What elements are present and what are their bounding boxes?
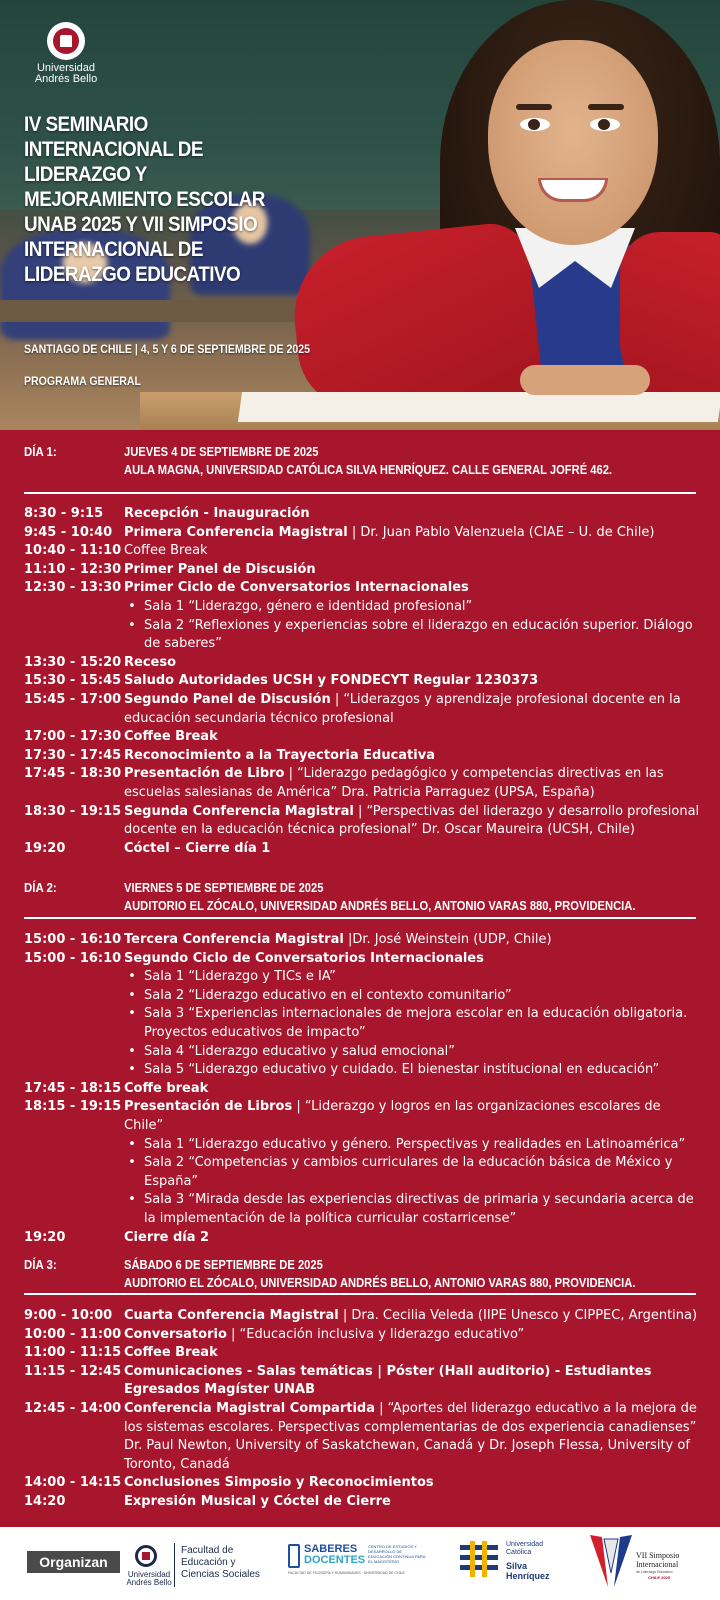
hero-banner (0, 0, 720, 430)
schedule-description (124, 1363, 700, 1400)
schedule-row (24, 1493, 700, 1512)
bullet-icon: • (128, 1006, 136, 1022)
session-title: Primera Conferencia Magistral (124, 524, 348, 540)
session-title: Primer Ciclo de Conversatorios Internacionales (124, 580, 469, 596)
schedule-row (24, 542, 700, 561)
event-location-dates: SANTIAGO DE CHILE | 4, 5 Y 6 DE SEPTIEMBRE DE 2025 (24, 342, 311, 356)
ucsh-shield-icon (460, 1541, 500, 1579)
schedule-description (124, 691, 700, 728)
day-date: JUEVES 4 DE SEPTIEMBRE DE 2025 (124, 444, 319, 459)
divider (24, 492, 696, 494)
schedule-subitem (24, 1061, 700, 1080)
bullet-icon: • (128, 617, 136, 633)
subitem-text: Sala 1 “Liderazgo educativo y género. Perspectivas y realidades en Latinoamérica” (144, 1136, 686, 1152)
schedule-row (24, 747, 700, 766)
day-header (24, 1256, 696, 1302)
schedule-row (24, 505, 700, 524)
desk (0, 300, 330, 322)
session-detail: |Dr. José Weinstein (UDP, Chile) (343, 932, 552, 947)
schedule-description (124, 654, 700, 673)
subitem-text: Sala 3 “Mirada desde las experiencias directivas de primaria y secundaria acerca de la implementación de la política curricular costarricense” (144, 1192, 694, 1226)
eye (520, 118, 550, 131)
subitem-text: Sala 2 “Reflexiones y experiencias sobre el liderazgo en educación superior. Diálogo de saberes” (144, 617, 693, 652)
session-title: Cuarta Conferencia Magistral (124, 1308, 339, 1323)
day-label: DÍA 1: (24, 444, 57, 459)
notebook (238, 392, 720, 422)
schedule-row (24, 728, 700, 747)
schedule-time: 17:45 - 18:15 (24, 1080, 122, 1096)
day-venue: AUDITORIO EL ZÓCALO, UNIVERSIDAD ANDRÉS BELLO, ANTONIO VARAS 880, PROVIDENCIA. (124, 898, 636, 913)
eyebrow (588, 104, 624, 110)
schedule-time: 17:00 - 17:30 (24, 729, 122, 745)
subitem-text: Sala 1 “Liderazgo, género e identidad profesional” (144, 598, 473, 614)
schedule-time: 19:20 (24, 1229, 66, 1245)
schedule-row (24, 1400, 700, 1474)
unab-logo-text: Universidad Andrés Bello (34, 62, 98, 85)
schedule-subitem (24, 987, 700, 1006)
schedule-time: 19:20 (24, 840, 66, 856)
day-label: DÍA 2: (24, 880, 57, 895)
bullet-icon: • (128, 1136, 136, 1152)
simposio-line2: de Liderazgo Educativo (636, 1570, 673, 1574)
schedule-description (124, 931, 700, 950)
schedule-description (124, 1229, 700, 1248)
session-title: Segunda Conferencia Magistral (124, 803, 354, 819)
bullet-icon: • (128, 1062, 136, 1078)
schedule-description (124, 1098, 700, 1135)
schedule-description (124, 747, 700, 766)
organize-label: Organizan (27, 1551, 120, 1573)
schedule-row (24, 1363, 700, 1400)
schedule-row (24, 950, 700, 969)
schedule-description (124, 950, 700, 969)
schedule-row (24, 1344, 700, 1363)
schedule-time: 11:00 - 11:15 (24, 1345, 122, 1361)
girl-face (488, 40, 658, 245)
session-title: Primer Panel de Discusión (124, 561, 316, 577)
subitem-text: Sala 2 “Competencias y cambios curriculares de la educación básica de México y España” (144, 1155, 673, 1189)
schedule-time: 11:10 - 12:30 (24, 561, 122, 577)
simposio-line1: VII Simposio Internacional (636, 1551, 680, 1569)
schedule-time: 13:30 - 15:20 (24, 654, 122, 670)
day-venue: AULA MAGNA, UNIVERSIDAD CATÓLICA SILVA HENRÍQUEZ. CALLE GENERAL JOFRÉ 462. (124, 462, 613, 477)
session-title: Cóctel – Cierre día 1 (124, 840, 271, 856)
schedule-row (24, 1326, 700, 1345)
bullet-icon: • (128, 1155, 136, 1171)
book-icon (288, 1544, 300, 1568)
schedule-subitem (24, 1191, 700, 1228)
schedule-time: 17:30 - 17:45 (24, 747, 122, 763)
session-detail: Coffee Break (124, 543, 208, 559)
saberes-word: SABERES (304, 1543, 358, 1555)
session-title: Comunicaciones - Salas temáticas | Póster (Hall auditorio) - Estudiantes Egresados Magíster UNAB (124, 1363, 652, 1398)
schedule-subitem (24, 1154, 700, 1191)
schedule-description (124, 505, 700, 524)
session-title: Expresión Musical y Cóctel de Cierre (124, 1493, 391, 1509)
schedule-description (124, 803, 700, 840)
schedule-time: 15:45 - 17:00 (24, 691, 122, 707)
saberes-footnote: FACULTAD DE FILOSOFÍA Y HUMANIDADES · UNIVERSIDAD DE CHILE (288, 1571, 405, 1575)
schedule-row (24, 840, 700, 859)
schedule-description (124, 579, 700, 598)
schedule-description (124, 840, 700, 859)
day-header (24, 443, 696, 489)
schedule-row (24, 1229, 700, 1248)
schedule-description (124, 542, 700, 561)
schedule-subitem (24, 1136, 700, 1155)
subitem-text: Sala 2 “Liderazgo educativo en el contexto comunitario” (144, 987, 512, 1003)
bullet-icon: • (128, 1043, 136, 1059)
schedule-description (124, 728, 700, 747)
schedule-row (24, 1080, 700, 1099)
day-date: VIERNES 5 DE SEPTIEMBRE DE 2025 (124, 880, 324, 895)
schedule-subitem (24, 968, 700, 987)
schedule-time: 17:45 - 18:30 (24, 766, 122, 782)
schedule-row (24, 579, 700, 598)
schedule-time: 9:00 - 10:00 (24, 1308, 113, 1323)
session-detail: | “Aportes del liderazgo educativo a la mejora de los sistemas escolares. Perspectivas complementarias de dos experiencia canadienses” Dr. Paul Newton, University of Saskatchewan, Canadá y Dr. Joseph Flessa, University of Toronto, Canadá (124, 1400, 697, 1472)
schedule-time: 15:00 - 16:10 (24, 932, 122, 947)
divider (24, 1293, 696, 1295)
unab-logo-icon (47, 22, 85, 60)
day-info (124, 1256, 640, 1292)
session-title: Reconocimiento a la Trayectoria Educativa (124, 747, 435, 763)
schedule-time: 12:30 - 13:30 (24, 580, 122, 596)
session-title: Conversatorio (124, 1326, 227, 1342)
ucsh-line2: Silva Henríquez (506, 1561, 550, 1581)
session-detail: | “Perspectivas del liderazgo y desarrollo profesional docente en la educación técnica profesional” Dr. Oscar Maureira (UCSH, Chile) (124, 803, 700, 838)
schedule-time: 14:00 - 14:15 (24, 1475, 122, 1491)
schedule-description (124, 1400, 700, 1474)
schedule-description (124, 1474, 700, 1493)
schedule-row (24, 803, 700, 840)
schedule-row (24, 672, 700, 691)
unab-logo-icon (135, 1545, 157, 1567)
schedule-time: 9:45 - 10:40 (24, 524, 113, 540)
bullet-icon: • (128, 598, 136, 614)
schedule-time: 10:00 - 11:00 (24, 1326, 122, 1342)
schedule-subitem (24, 1005, 700, 1042)
day-label: DÍA 3: (24, 1257, 57, 1272)
day-venue: AUDITORIO EL ZÓCALO, UNIVERSIDAD ANDRÉS BELLO, ANTONIO VARAS 880, PROVIDENCIA. (124, 1275, 636, 1290)
subitem-text: Sala 4 “Liderazgo educativo y salud emocional” (144, 1043, 456, 1059)
schedule-list (24, 931, 700, 1247)
organizers-footer (0, 1527, 720, 1600)
simposio-emblem-icon (588, 1533, 634, 1589)
session-title: Segundo Ciclo de Conversatorios Internacionales (124, 950, 484, 966)
schedule-row (24, 654, 700, 673)
schedule-description (124, 524, 700, 543)
schedule-description (124, 1493, 700, 1512)
session-detail: | “Liderazgo y logros en las organizaciones escolares de Chile” (124, 1099, 661, 1133)
schedule-time: 10:40 - 11:10 (24, 543, 122, 559)
session-title: Conclusiones Simposio y Reconocimientos (124, 1475, 434, 1491)
session-detail: | “Liderazgo pedagógico y competencias directivas en las escuelas salesianas de América” Dra. Patricia Parraguez (UPSA, España) (124, 766, 664, 800)
schedule-time: 12:45 - 14:00 (24, 1400, 122, 1416)
session-title: Presentación de Libro (124, 766, 285, 782)
divider (24, 917, 696, 919)
girl-hands (520, 365, 650, 395)
eyebrow (516, 104, 552, 110)
session-title: Presentación de Libros (124, 1099, 293, 1115)
schedule-description (124, 672, 700, 691)
schedule-time: 18:15 - 19:15 (24, 1099, 122, 1115)
schedule-row (24, 1307, 700, 1326)
unab-name: Universidad Andrés Bello (126, 1570, 172, 1587)
schedule-description (124, 561, 700, 580)
session-title: Cierre día 2 (124, 1229, 210, 1245)
day-info (124, 879, 640, 915)
program-label: PROGRAMA GENERAL (24, 374, 141, 388)
session-title: Segundo Panel de Discusión (124, 691, 331, 707)
schedule-row (24, 691, 700, 728)
day-date: SÁBADO 6 DE SEPTIEMBRE DE 2025 (124, 1257, 323, 1272)
program-section (0, 430, 720, 1527)
schedule-row (24, 931, 700, 950)
faculty-name: Facultad de Educación y Ciencias Sociales (181, 1545, 260, 1580)
schedule-list (24, 1307, 700, 1512)
schedule-time: 14:20 (24, 1493, 66, 1509)
girl-arm (287, 220, 543, 414)
bullet-icon: • (128, 1192, 136, 1208)
session-title: Recepción - Inauguración (124, 506, 310, 521)
simposio-year: CHILE 2025 (648, 1575, 671, 1580)
schedule-row (24, 561, 700, 580)
subitem-text: Sala 5 “Liderazgo educativo y cuidado. El bienestar institucional en educación” (144, 1062, 660, 1078)
session-detail: | “Liderazgos y aprendizaje profesional docente en la educación secundaria técnico profesional (124, 691, 681, 726)
session-detail: | “Educación inclusiva y liderazgo educativo” (226, 1326, 525, 1342)
schedule-time: 8:30 - 9:15 (24, 506, 104, 521)
schedule-row (24, 1474, 700, 1493)
session-title: Coffe break (124, 1080, 209, 1096)
page-title: IV SEMINARIO INTERNACIONAL DE LIDERAZGO Y MEJORAMIENTO ESCOLAR UNAB 2025 Y VII SIMPOSIO INTERNACIONAL DE LIDERAZGO EDUCATIVO (24, 113, 265, 286)
session-detail: | Dr. Juan Pablo Valenzuela (CIAE – U. de Chile) (347, 524, 655, 540)
ucsh-line1: Universidad Católica (506, 1541, 543, 1556)
eye (590, 118, 620, 131)
schedule-list (24, 505, 700, 858)
schedule-description (124, 1344, 700, 1363)
session-title: Saludo Autoridades UCSH y FONDECYT Regular 1230373 (124, 673, 539, 689)
session-title: Coffee Break (124, 1345, 218, 1361)
schedule-subitem (24, 598, 700, 617)
bullet-icon: • (128, 987, 136, 1003)
schedule-row (24, 765, 700, 802)
subitem-text: Sala 1 “Liderazgo y TICs e IA” (144, 969, 336, 985)
session-detail: | Dra. Cecilia Veleda (IIPE Unesco y CIPPEC, Argentina) (338, 1308, 698, 1323)
schedule-time: 18:30 - 19:15 (24, 803, 122, 819)
schedule-row (24, 524, 700, 543)
schedule-row (24, 1098, 700, 1135)
schedule-time: 15:00 - 16:10 (24, 950, 122, 966)
subitem-text: Sala 3 “Experiencias internacionales de mejora escolar en la educación obligatoria. Proyectos educativos de impacto” (144, 1006, 688, 1040)
docentes-word: DOCENTES (304, 1554, 366, 1566)
schedule-description (124, 1326, 700, 1345)
session-title: Conferencia Magistral Compartida (124, 1400, 375, 1416)
unab-logo (24, 22, 108, 85)
schedule-time: 15:30 - 15:45 (24, 673, 122, 689)
bullet-icon: • (128, 969, 136, 985)
schedule-time: 11:15 - 12:45 (24, 1363, 122, 1379)
schedule-subitem (24, 1043, 700, 1062)
session-title: Tercera Conferencia Magistral (124, 932, 344, 947)
session-title: Receso (124, 654, 177, 670)
schedule-subitem (24, 617, 700, 654)
schedule-description (124, 1080, 700, 1099)
saberes-subtitle: CENTRO DE ESTUDIOS Y DESARROLLO DE EDUCACIÓN CONTINUA PARA EL MAGISTERIO (368, 1544, 426, 1564)
schedule-description (124, 1307, 700, 1326)
schedule-description (124, 765, 700, 802)
session-title: Coffee Break (124, 729, 218, 745)
day-info (124, 443, 640, 479)
